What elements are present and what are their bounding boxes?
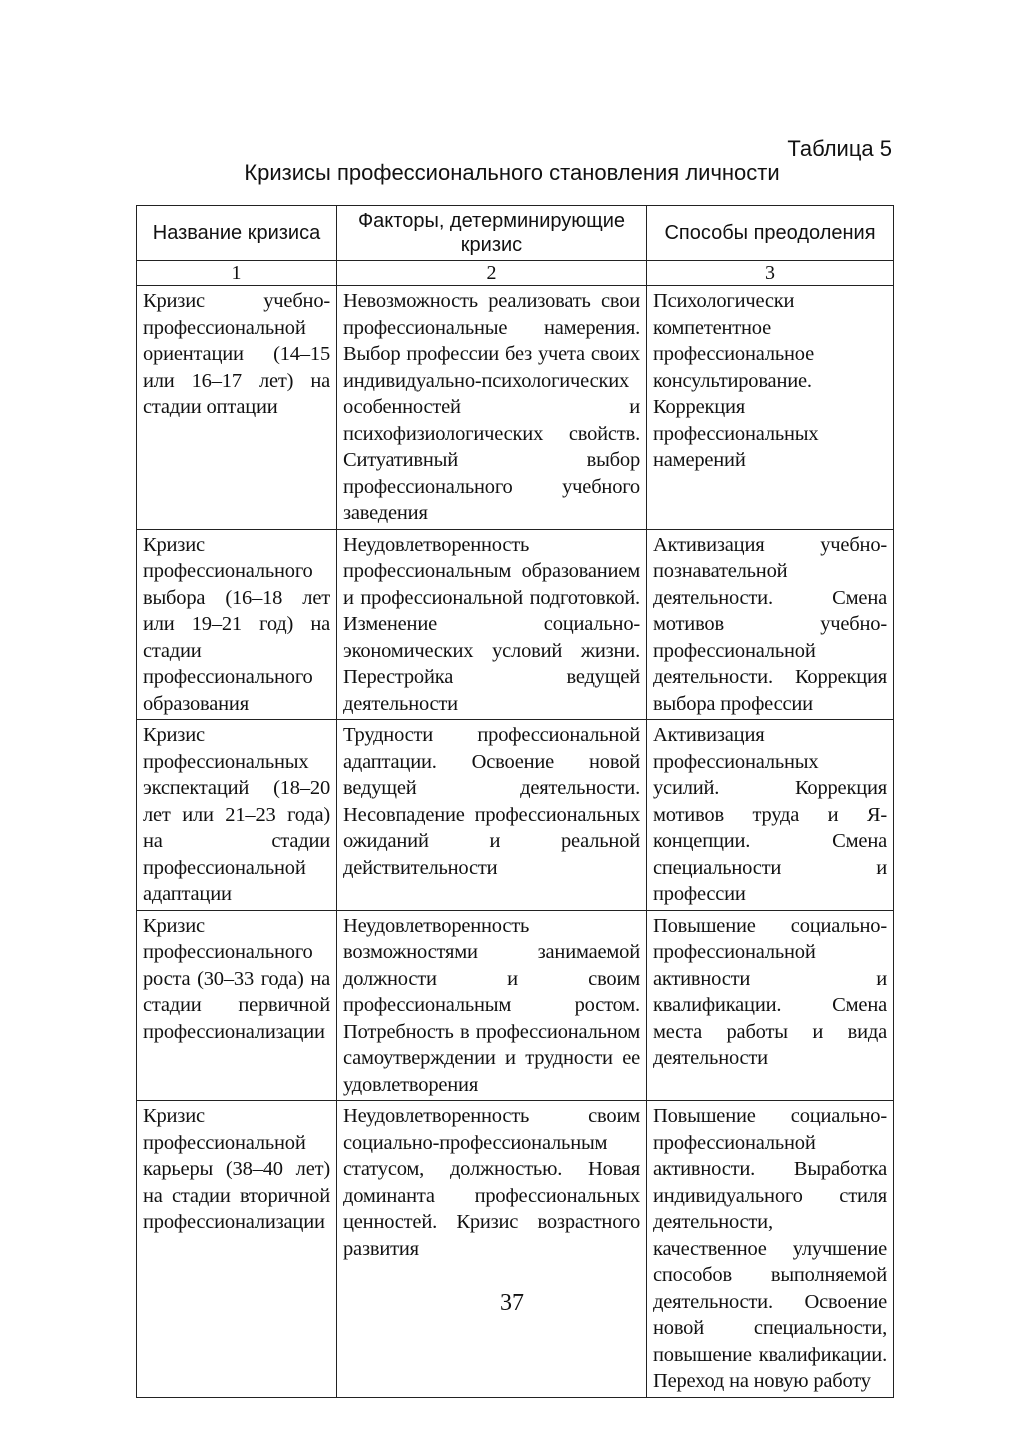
- crisis-name-cell: Кризис профессиональных экспектаций (18–20 лет или 21–23 года) на стадии профессиональной адаптации: [137, 720, 337, 911]
- table-label: Таблица 5: [787, 136, 892, 161]
- crisis-factors-cell: Неудовлетворенность профессиональным образованием и профессиональной подготовкой. Изменение социально-экономических условий жизни. Перестройка ведущей деятельности: [337, 529, 647, 720]
- crisis-factors-cell: Неудовлетворенность своим социально-профессиональным статусом, должностью. Новая доминанта профессиональных ценностей. Кризис возрастного развития: [337, 1101, 647, 1398]
- crisis-ways-cell: Повышение социально-профессиональной активности и квалификации. Смена места работы и вида деятельности: [647, 910, 894, 1101]
- column-number: 1: [137, 261, 337, 286]
- crisis-factors-cell: Невозможность реализовать свои профессиональные намерения. Выбор профессии без учета своих индивидуально-психологических особенностей и психофизиологических свойств. Ситуативный выбор профессионального учебного заведения: [337, 286, 647, 530]
- table-row: [137, 720, 894, 911]
- column-header-name: Название кризиса: [137, 206, 337, 261]
- page-number: 37: [500, 1290, 524, 1316]
- column-header-ways: Способы преодоления: [647, 206, 894, 261]
- table-row: [137, 529, 894, 720]
- table-title: Кризисы профессионального становления личности: [244, 160, 780, 185]
- crisis-factors-cell: Неудовлетворенность возможностями занимаемой должности и своим профессиональным ростом. Потребность в профессиональном самоутверждении и трудности ее удовлетворения: [337, 910, 647, 1101]
- column-number: 3: [647, 261, 894, 286]
- crisis-ways-cell: Психологически компетентное профессиональное консультирование. Коррекция профессиональных намерений: [647, 286, 894, 530]
- column-number: 2: [337, 261, 647, 286]
- table-row: [137, 910, 894, 1101]
- crisis-factors-cell: Трудности профессиональной адаптации. Освоение новой ведущей деятельности. Несовпадение профессиональных ожиданий и реальной действительности: [337, 720, 647, 911]
- crisis-name-cell: Кризис профессионального роста (30–33 года) на стадии первичной профессионализации: [137, 910, 337, 1101]
- column-header-factors: Факторы, детерминирующие кризис: [337, 206, 647, 261]
- crisis-ways-cell: Активизация учебно-познавательной деятельности. Смена мотивов учебно-профессиональной деятельности. Коррекция выбора профессии: [647, 529, 894, 720]
- column-number-row: [137, 261, 894, 286]
- crisis-ways-cell: Активизация профессиональных усилий. Коррекция мотивов труда и Я-концепции. Смена специальности и профессии: [647, 720, 894, 911]
- crisis-name-cell: Кризис профессионального выбора (16–18 лет или 19–21 год) на стадии профессионального образования: [137, 529, 337, 720]
- crisis-table: [136, 205, 894, 1398]
- crisis-name-cell: Кризис учебно-профессиональной ориентации (14–15 или 16–17 лет) на стадии оптации: [137, 286, 337, 530]
- crisis-name-cell: Кризис профессиональной карьеры (38–40 лет) на стадии вторичной профессионализации: [137, 1101, 337, 1398]
- header-row: [137, 206, 894, 261]
- table-row: [137, 286, 894, 530]
- crisis-ways-cell: Повышение социально-профессиональной активности. Выработка индивидуального стиля деятельности, качественное улучшение способов выполняемой деятельности. Освоение новой специальности, повышение квалификации. Переход на новую работу: [647, 1101, 894, 1398]
- table-row: [137, 1101, 894, 1398]
